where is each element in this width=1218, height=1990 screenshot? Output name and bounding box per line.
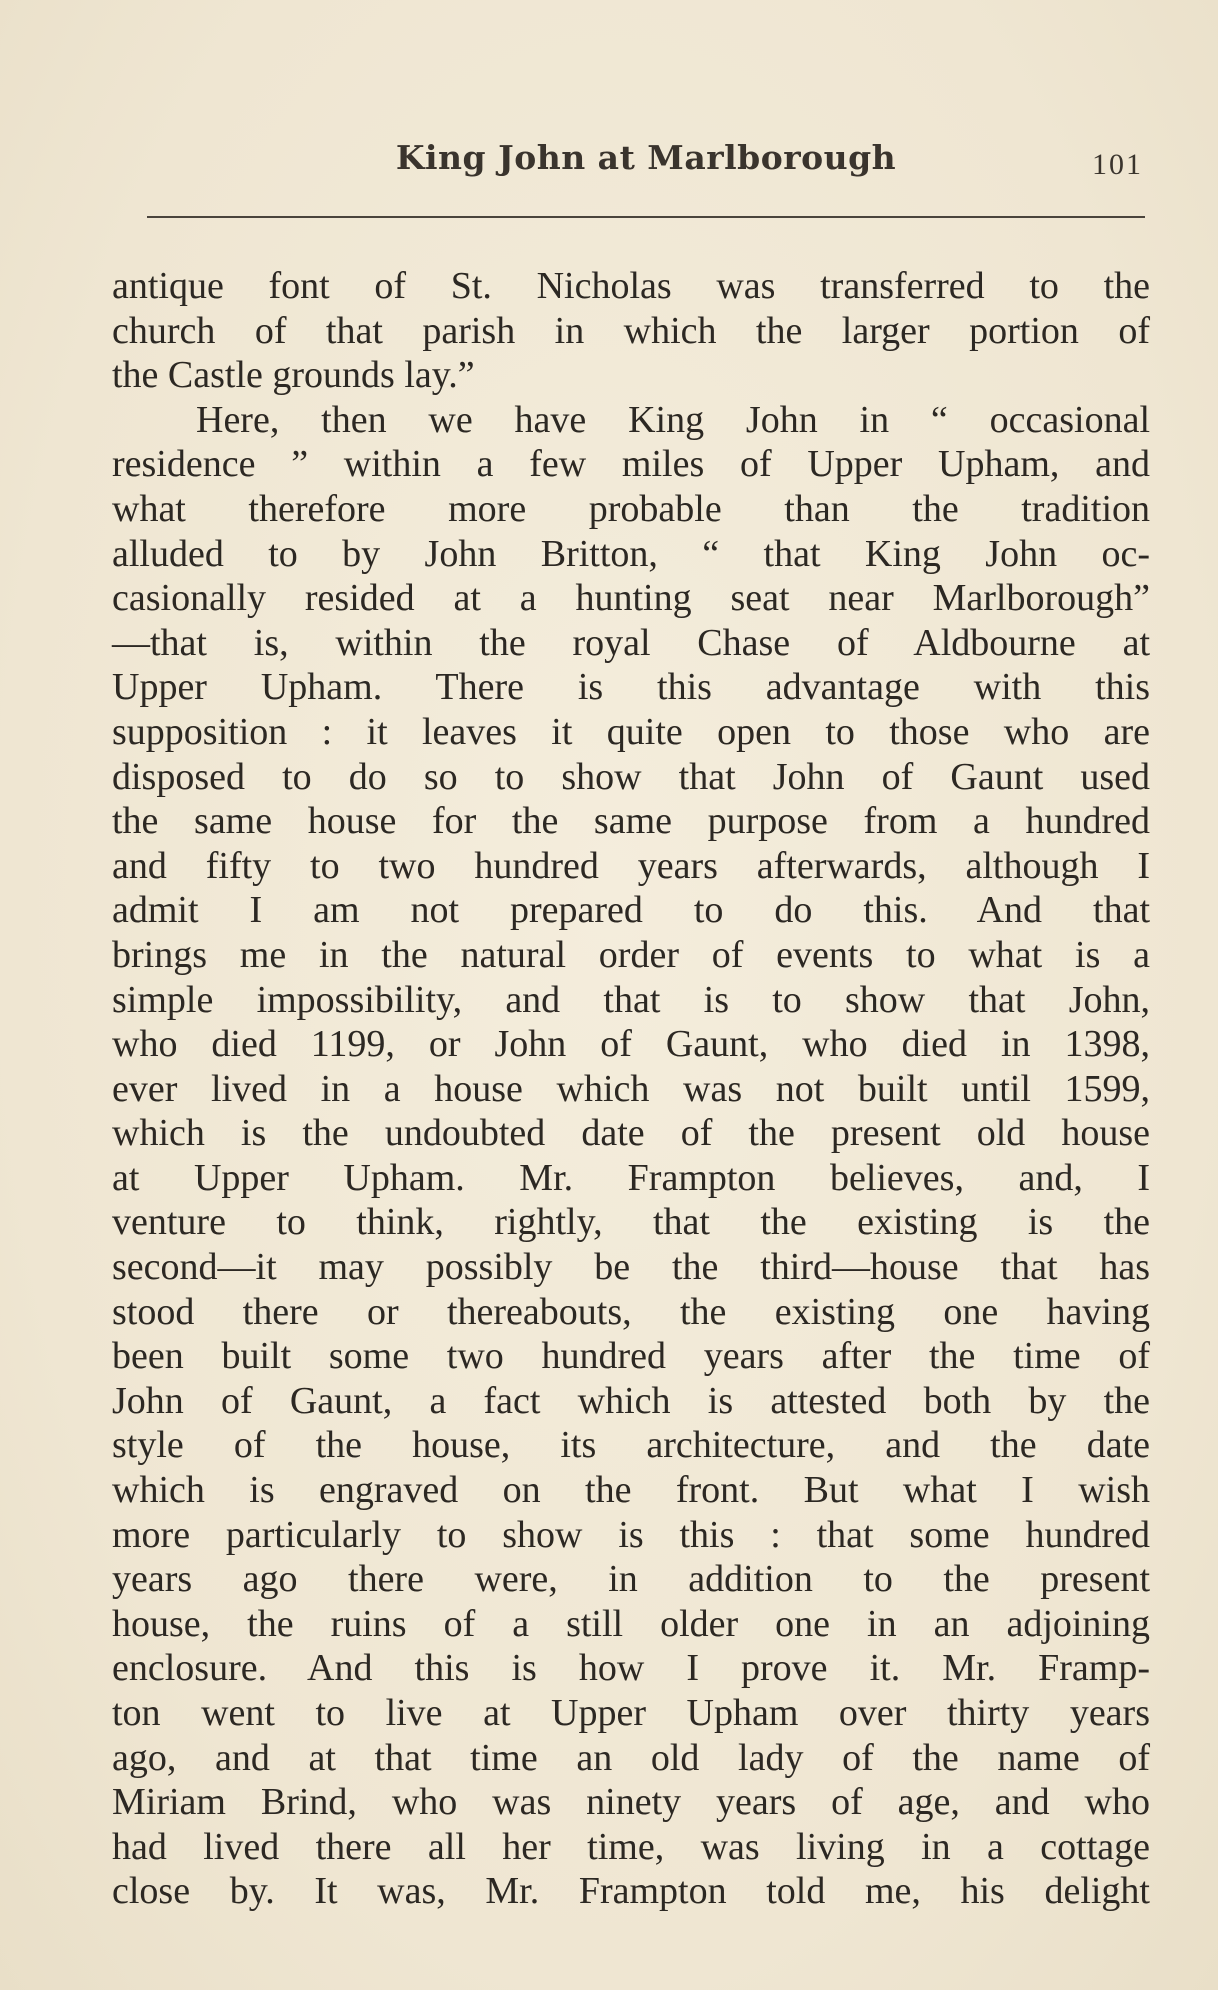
- text-line: and fifty to two hundred years afterwards, although I: [112, 844, 1150, 887]
- text-line: venture to think, rightly, that the existing is the: [112, 1201, 1150, 1244]
- text-line: Miriam Brind, who was ninety years of age, and who: [112, 1781, 1150, 1824]
- body-text: [112, 264, 1150, 1914]
- text-line: more particularly to show is this : that some hundred: [112, 1513, 1150, 1556]
- text-line: supposition : it leaves it quite open to those who are: [112, 710, 1150, 753]
- text-line: which is the undoubted date of the present old house: [112, 1112, 1150, 1155]
- text-line: which is engraved on the front. But what I wish: [112, 1469, 1150, 1512]
- text-line: alluded to by John Britton, “ that King John oc-: [112, 532, 1150, 575]
- text-line: ever lived in a house which was not built until 1599,: [112, 1067, 1150, 1110]
- running-head: [147, 138, 1145, 198]
- text-line: years ago there were, in addition to the present: [112, 1558, 1150, 1601]
- text-line: house, the ruins of a still older one in an adjoining: [112, 1602, 1150, 1645]
- text-line: ton went to live at Upper Upham over thirty years: [112, 1692, 1150, 1734]
- text-line: enclosure. And this is how I prove it. Mr. Framp-: [112, 1647, 1150, 1690]
- text-line: ago, and at that time an old lady of the name of: [112, 1736, 1150, 1779]
- text-line: simple impossibility, and that is to show that John,: [112, 978, 1150, 1021]
- text-line: admit I am not prepared to do this. And that: [112, 889, 1150, 932]
- text-line: residence ” within a few miles of Upper Upham, and: [112, 443, 1150, 486]
- running-head-title: King John at Marlborough: [395, 138, 897, 177]
- text-line: who died 1199, or John of Gaunt, who died in 1398,: [112, 1023, 1150, 1066]
- text-line: casionally resided at a hunting seat near Marlborough”: [112, 577, 1150, 620]
- text-line: disposed to do so to show that John of Gaunt used: [112, 755, 1150, 798]
- page-number: 101: [1092, 148, 1143, 181]
- text-line: Upper Upham. There is this advantage with this: [112, 666, 1150, 709]
- text-line: Here, then we have King John in “ occasional: [196, 398, 1150, 441]
- text-line: brings me in the natural order of events to what is a: [112, 933, 1150, 976]
- text-line: —that is, within the royal Chase of Aldbourne at: [112, 621, 1150, 664]
- text-line: second—it may possibly be the third—house that has: [112, 1246, 1150, 1289]
- text-line: had lived there all her time, was living in a cottage: [112, 1825, 1150, 1868]
- text-line: style of the house, its architecture, and the date: [112, 1424, 1150, 1467]
- text-line: antique font of St. Nicholas was transferred to the: [112, 265, 1150, 307]
- header-rule: [147, 216, 1145, 218]
- text-line: the same house for the same purpose from a hundred: [112, 800, 1150, 843]
- text-line: close by. It was, Mr. Frampton told me, his delight: [112, 1870, 1150, 1913]
- text-line: what therefore more probable than the tradition: [112, 487, 1150, 530]
- text-line: been built some two hundred years after the time of: [112, 1335, 1150, 1378]
- text-line: the Castle grounds lay.”: [112, 354, 475, 397]
- text-line: John of Gaunt, a fact which is attested both by the: [112, 1379, 1150, 1422]
- text-line: church of that parish in which the larger portion of: [112, 309, 1150, 352]
- text-line: stood there or thereabouts, the existing one having: [112, 1290, 1150, 1333]
- text-line: at Upper Upham. Mr. Frampton believes, and, I: [112, 1156, 1150, 1199]
